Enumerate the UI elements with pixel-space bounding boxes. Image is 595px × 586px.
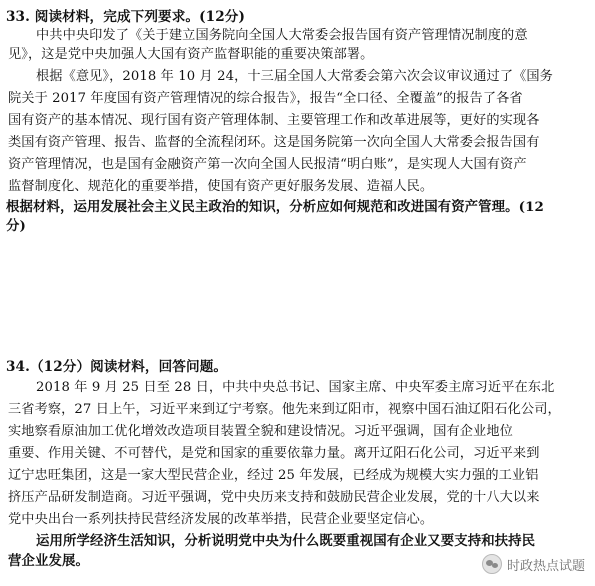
- watermark-text: 时政热点试题: [506, 558, 585, 574]
- material-line: 党中央出台一系列扶持民营经济发展的改革举措，民营企业要坚定信心。: [8, 512, 434, 527]
- watermark: [482, 554, 585, 574]
- material-line: 院关于 2017 年度国有资产管理情况的综合报告》，报告“全口径、全覆盖”的报告了各省: [8, 91, 523, 106]
- material-line: 监督制度化、规范化的重要举措，使国有资产更好服务发展、造福人民。: [8, 179, 434, 194]
- question-33-prompt: 根据材料，运用发展社会主义民主政治的知识，分析应如何规范和改进国有资产管理。(12: [6, 199, 544, 215]
- material-line: 实地察看原油加工优化增效改造项目装置全貌和建设情况。习近平强调，国有企业地位: [8, 424, 513, 439]
- material-line: 根据《意见》，2018 年 10 月 24，十三届全国人大常委会第六次会议审议通过了《国务: [36, 69, 553, 84]
- wechat-icon: [482, 554, 502, 574]
- material-line: 重要、作用关键、不可替代，是党和国家的重要依靠力量。离开辽阳石化公司，习近平来到: [8, 446, 540, 461]
- material-line: 挤压产品研发制造商。习近平强调，党中央历来支持和鼓励民营企业发展，党的十八大以来: [8, 490, 540, 505]
- material-line: 国有资产的基本情况、现行国有资产管理体制、主要管理工作和改革进展等，更好的实现各: [8, 113, 540, 128]
- material-line: 类国有资产管理、报告、监督的全流程闭环。这是国务院第一次向全国人大常委会报告国有: [8, 135, 540, 150]
- material-line: 2018 年 9 月 25 日至 28 日，中共中央总书记、国家主席、中央军委主席习近平在东北: [36, 380, 555, 395]
- material-line: 见》，这是党中央加强人大国有资产监督职能的重要决策部署。: [8, 47, 374, 62]
- material-line: 辽宁忠旺集团，这是一家大型民营企业，经过 25 年发展，已经成为规模大实力强的工业铝: [8, 468, 539, 483]
- question-34-title: 34.（12分）阅读材料，回答问题。: [6, 359, 228, 375]
- question-33-title: 33. 阅读材料，完成下列要求。(12分): [6, 9, 245, 25]
- question-34-prompt: 营企业发展。: [8, 553, 89, 569]
- question-34-prompt: 运用所学经济生活知识，分析说明党中央为什么既要重视国有企业又要支持和扶持民: [36, 533, 536, 549]
- material-line: 三省考察，27 日上午，习近平来到辽宁考察。他先来到辽阳市，视察中国石油辽阳石化公司，: [8, 402, 561, 417]
- material-line: 中共中央印发了《关于建立国务院向全国人大常委会报告国有资产管理情况制度的意: [36, 28, 528, 43]
- material-line: 资产管理情况，也是国有金融资产第一次向全国人民报清“明白账”，是实现人大国有资产: [8, 157, 527, 172]
- question-33-prompt: 分): [6, 218, 26, 234]
